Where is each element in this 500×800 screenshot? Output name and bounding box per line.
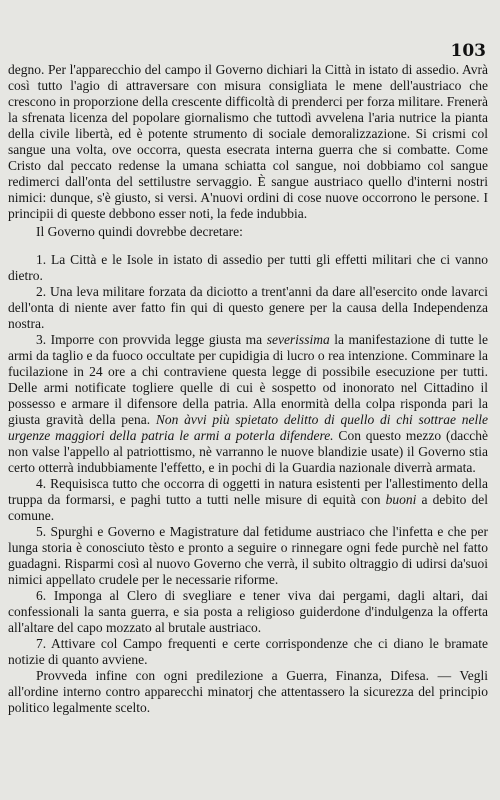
decree-item-5: 5. Spurghi e Governo e Magistrature dal fetidume austriaco che l'infetta e che per lunga storia è conosciuto tèsto e pronto a seguire o rinnegare ogni fede purchè nel fatto guadagni. Risparmi così al nuovo Governo che verrà, il subito oltraggio di udirsi da'suoi nimici appellato crudele per le necessarie riforme.: [8, 524, 488, 587]
decree-item-4: [8, 476, 488, 524]
decree-item-4-text-a: 4. Requisisca tutto che occorra di oggetti in natura esistenti per l'allestimento della truppa da formarsi, e paghi tutto a tutti nelle misure di equità con: [8, 476, 488, 507]
decree-item-4-text-c: a debito del comune.: [8, 492, 489, 523]
decree-item-7: 7. Attivare col Campo frequenti e certe corrispondenze che ci diano le bramate notizie di quanto avviene.: [8, 636, 488, 667]
decree-item-1: 1. La Città e le Isole in istato di assedio per tutti gli effetti militari che ci vanno dietro.: [8, 252, 488, 283]
decree-item-3-emphasis: severissima: [266, 332, 330, 347]
decree-item-3-italic-passage: Non àvvi più spietato delitto di quello di chi sottrae nelle urgenze maggiori della patria le armi a poterla difendere.: [8, 412, 488, 443]
decree-item-3-text-c: la manifestazione di tutte le armi da taglio e da fuoco occultate per cupidigia di lucro o rea intenzione. Comminare la fucilazione in 24 ore a chi contraviene questa legge di possibile esecuzione per tutti. Delle armi notificate togliere quelle di cui è sospetto od inonorato nel Cittadino il possesso e armare il difensore della patria. Alla enormità della colpa risponda pari la giusta gravità della pena.: [8, 332, 488, 427]
closing-paragraph: Provveda infine con ogni predilezione a Guerra, Finanza, Difesa. — Vegli all'ordine interno contro apparecchi minatorj che attentassero la sicurezza del principio politico legalmente scelto.: [8, 668, 488, 715]
page-number: 103: [450, 41, 486, 61]
intro-paragraph: degno. Per l'apparecchio del campo il Governo dichiari la Città in istato di assedio. Avrà così tutto l'agio di attraversare con misura consigliata le mene dell'austriaco che crescono in proporzione della crescente difficoltà di prenderci per forza militare. Frenerà la sfrenata licenza del popolare giornalismo che tuttodì avvelena l'aria nutrice la pianta della civile libertà, ed è potente strumento di sociale demoralizzazione. Si crismi col sangue una volta, ove occorra, questa esecrata interna guerra che si combatte. Come Cristo dal peccato redense la umana schiatta col sangue, noi dobbiamo col sangue redimerci dall'onta del settilustre servaggio. È sangue austriaco quello d'interni nostri nimici: dunque, s'è giusto, si versi. A'nuovi ordini di cose nuove occorrono le persone. I principii di queste debbono esser noti, la fede indubbia.: [8, 62, 488, 221]
decree-item-4-emphasis: buoni: [385, 492, 417, 507]
page-body: [8, 62, 488, 716]
decree-item-6: 6. Imponga al Clero di svegliare e tener viva dai pergami, dagli altari, dai confessionali la santa guerra, e sia posta a religioso guiderdone d'indulgenza la offerta all'altare del capo mozzato al brutale austriaco.: [8, 588, 488, 635]
decree-item-3-text-a: 3. Imporre con provvida legge giusta ma: [36, 332, 267, 347]
lead-paragraph: Il Governo quindi dovrebbe decretare:: [36, 224, 243, 239]
decree-item-3: [8, 332, 488, 476]
decree-item-2: 2. Una leva militare forzata da diciotto a trent'anni da dare all'esercito onde lavarci dell'onta di niente aver fatto fin qui di questo genere per la causa della Independenza nostra.: [8, 284, 488, 331]
decree-item-3-text-e: Con questo mezzo (dacchè non valse l'appello al patriottismo, nè varranno le nuove blandizie usate) il Governo stia certo otterrà indubbiamente l'effetto, e in pochi di la Guardia nazionale diverrà armata.: [8, 428, 488, 475]
